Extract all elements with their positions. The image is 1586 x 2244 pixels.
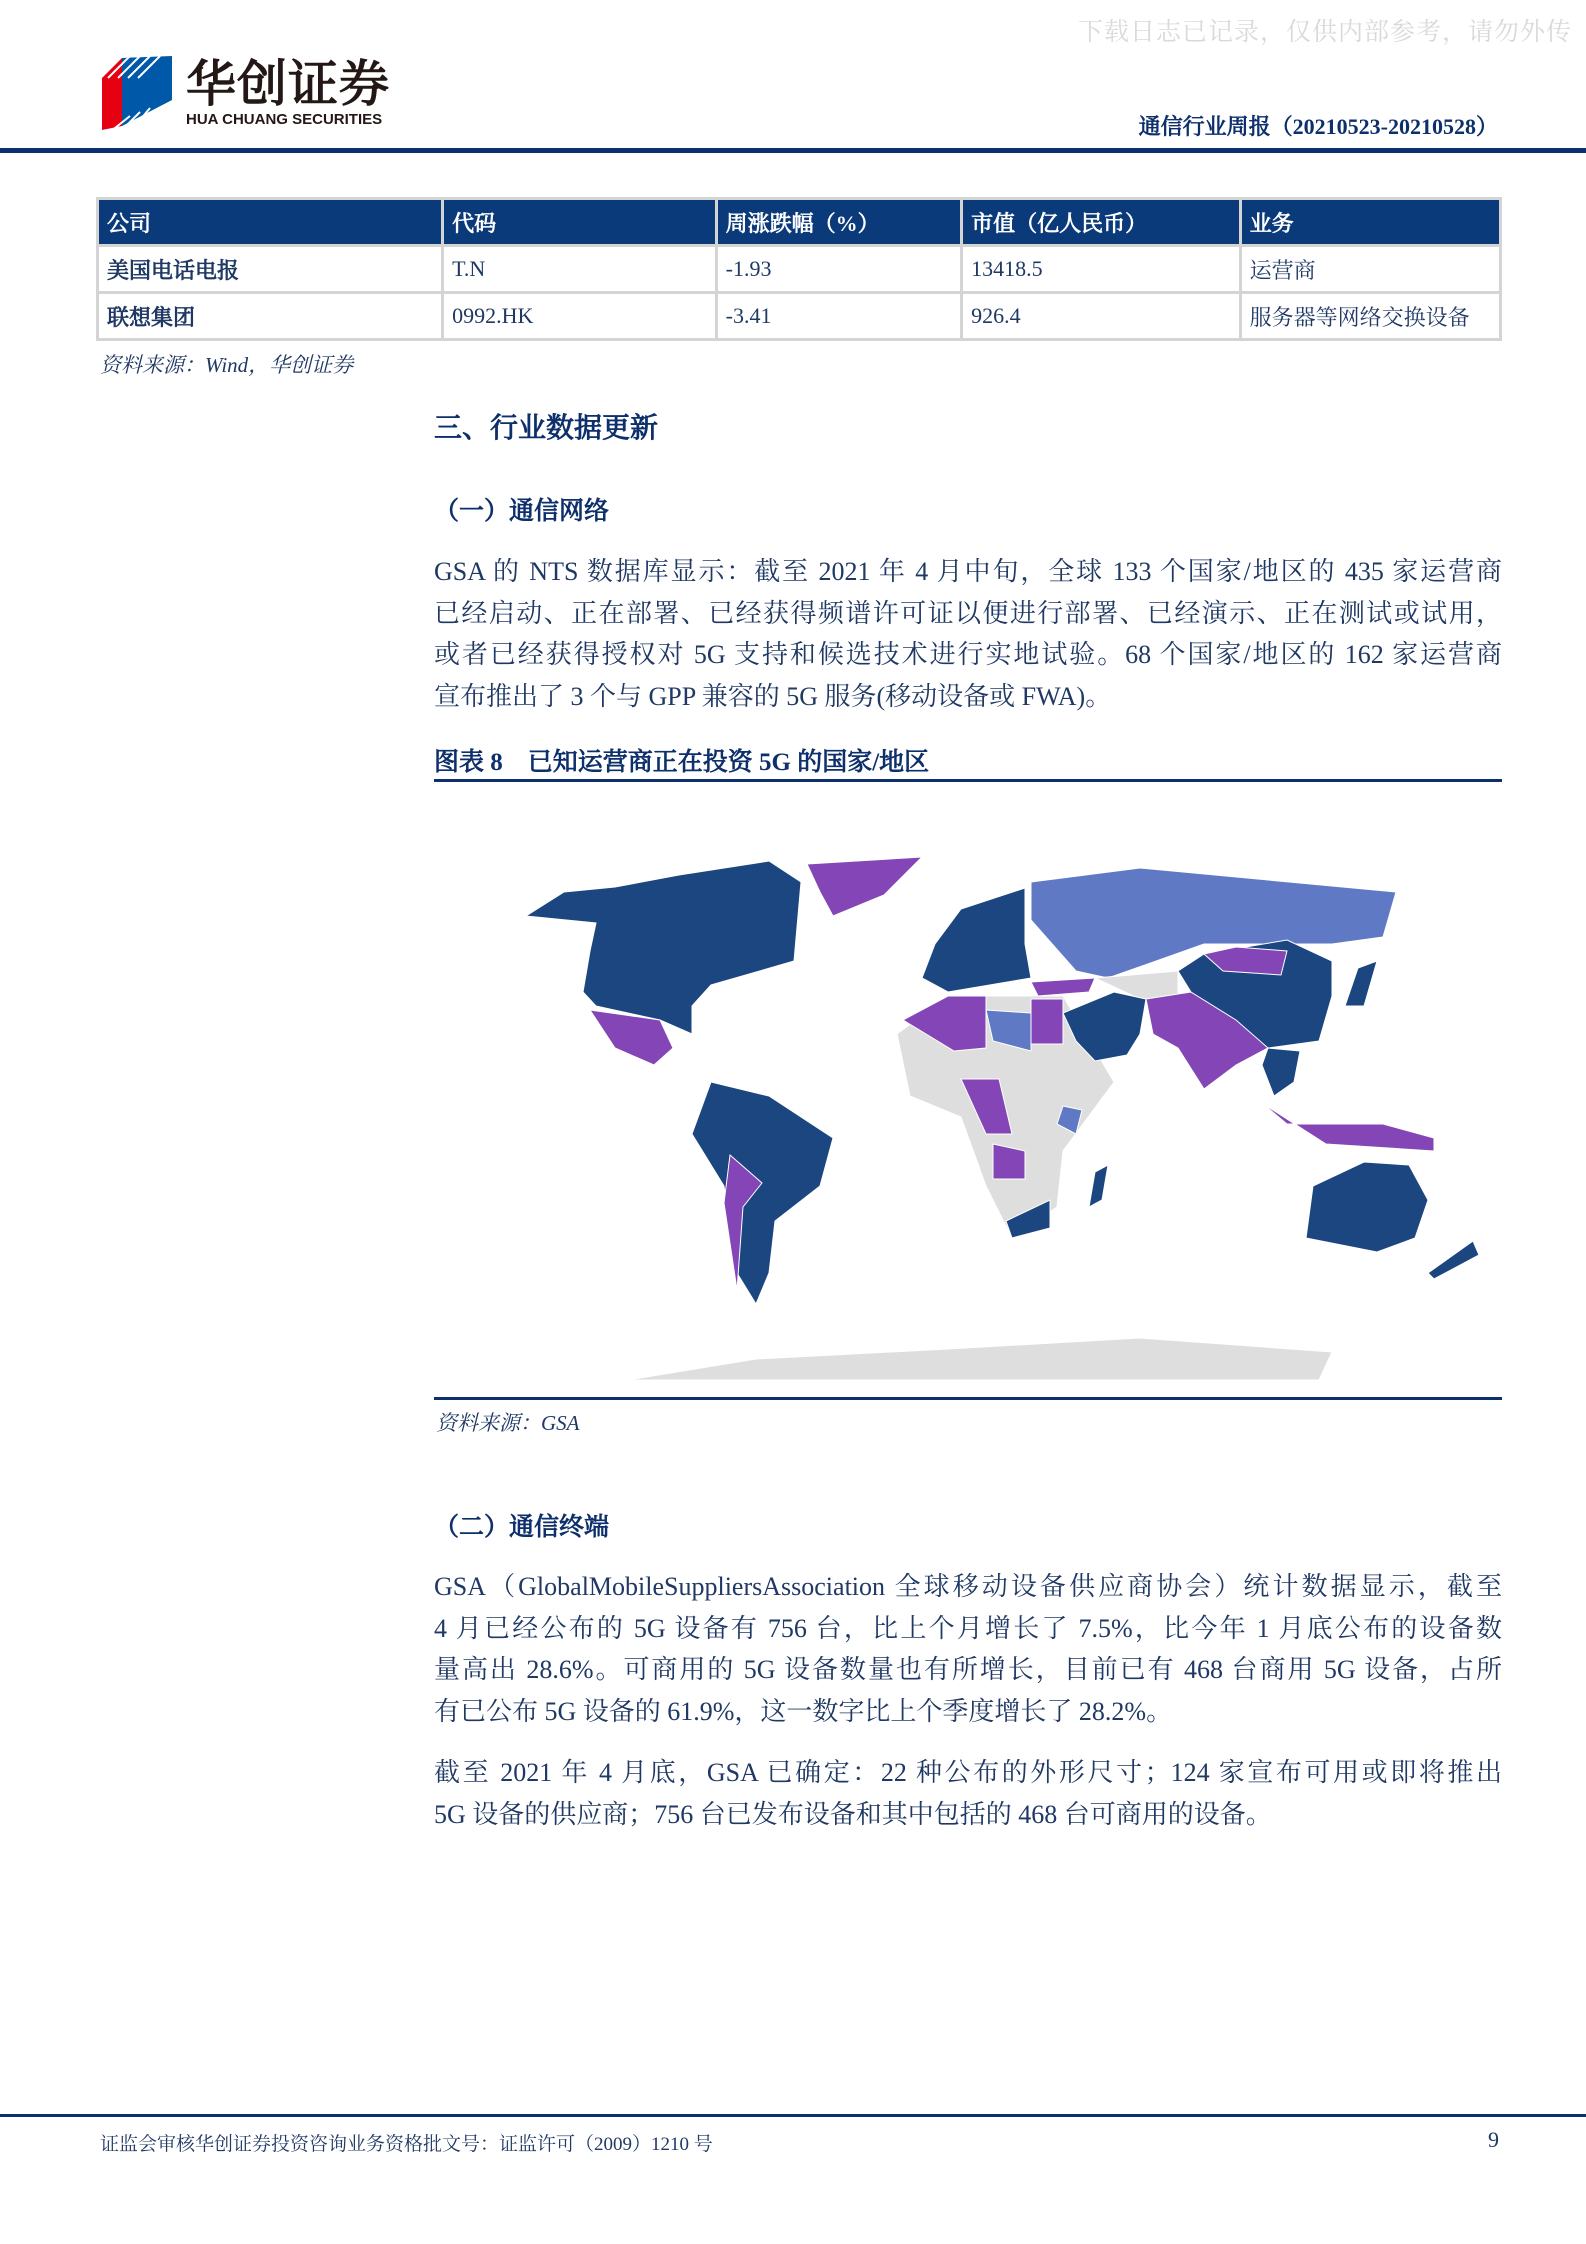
cell-market-cap: 13418.5 bbox=[962, 246, 1240, 293]
col-header-market-cap: 市值（亿人民币） bbox=[962, 199, 1240, 246]
paragraph-line: 4 月已经公布的 5G 设备有 756 台，比上个月增长了 7.5%，比今年 1 月底公布的设备数 bbox=[434, 1613, 1502, 1643]
figure-top-rule bbox=[434, 779, 1502, 782]
table-source: 资料来源：Wind，华创证券 bbox=[100, 353, 354, 377]
table-header-row bbox=[98, 199, 1501, 246]
figure-source: 资料来源：GSA bbox=[436, 1411, 580, 1435]
map-region-australia bbox=[1306, 1162, 1428, 1252]
col-header-weekly-change: 周涨跌幅（%） bbox=[716, 199, 962, 246]
subsection-title-terminal: （二）通信终端 bbox=[434, 1514, 610, 1541]
paragraph-line: 宣布推出了 3 个与 GPP 兼容的 5G 服务(移动设备或 FWA)。 bbox=[434, 681, 1112, 711]
map-region-south-america bbox=[692, 1082, 833, 1304]
logo-text-en: HUA CHUANG SECURITIES bbox=[186, 111, 383, 128]
paragraph-line: 已经启动、正在部署、已经获得频谱许可证以便进行部署、已经演示、正在测试或试用， bbox=[434, 598, 1502, 628]
figure-title: 图表 8 已知运营商正在投资 5G 的国家/地区 bbox=[434, 749, 930, 776]
footer-license: 证监会审核华创证券投资咨询业务资格批文号：证监许可（2009）1210 号 bbox=[100, 2134, 713, 2155]
paragraph-line: GSA 的 NTS 数据库显示：截至 2021 年 4 月中旬，全球 133 个国家/地区的 435 家运营商 bbox=[434, 557, 1502, 586]
network-paragraph bbox=[434, 551, 1502, 717]
cell-market-cap: 926.4 bbox=[962, 293, 1240, 340]
cell-business: 运营商 bbox=[1240, 246, 1500, 293]
paragraph-line: 截至 2021 年 4 月底，GSA 已确定：22 种公布的外形尺寸；124 家宣布可用或即将推出 bbox=[434, 1758, 1502, 1787]
paragraph-line: 或者已经获得授权对 5G 支持和候选技术进行实地试验。68 个国家/地区的 162 家运营商 bbox=[434, 640, 1502, 669]
paragraph-line: 量高出 28.6%。可商用的 5G 设备数量也有所增长，目前已有 468 台商用 5G 设备，占所 bbox=[434, 1655, 1502, 1684]
page-number: 9 bbox=[1488, 2127, 1499, 2152]
col-header-business: 业务 bbox=[1240, 199, 1500, 246]
map-region-greenland bbox=[807, 857, 922, 916]
map-region-turkey bbox=[1031, 978, 1095, 996]
paragraph-line: GSA（GlobalMobileSuppliersAssociation 全球移动设备供应商协会）统计数据显示，截至 bbox=[434, 1572, 1502, 1601]
section-title: 三、行业数据更新 bbox=[434, 413, 659, 444]
map-region-madagascar bbox=[1089, 1165, 1108, 1207]
subsection-title-network: （一）通信网络 bbox=[434, 498, 610, 525]
paragraph-line: 有已公布 5G 设备的 61.9%，这一数字比上个季度增长了 28.2%。 bbox=[434, 1696, 1173, 1726]
terminal-paragraph-2 bbox=[434, 1752, 1502, 1835]
map-region-europe bbox=[922, 888, 1031, 992]
map-region-new-zealand bbox=[1428, 1241, 1479, 1279]
footer-divider bbox=[0, 2114, 1586, 2117]
table-row bbox=[98, 246, 1501, 293]
map-region-antarctica bbox=[628, 1338, 1332, 1380]
world-map bbox=[500, 840, 1500, 1380]
cell-change: -1.93 bbox=[716, 246, 962, 293]
cell-code: 0992.HK bbox=[443, 293, 717, 340]
header-divider bbox=[0, 148, 1586, 153]
cell-code: T.N bbox=[443, 246, 717, 293]
terminal-paragraph-1 bbox=[434, 1566, 1502, 1732]
map-region-egypt bbox=[1031, 999, 1063, 1044]
logo-text-cn: 华创证券 bbox=[186, 55, 390, 113]
cell-change: -3.41 bbox=[716, 293, 962, 340]
figure-bottom-rule bbox=[434, 1397, 1502, 1400]
watermark: 下载日志已记录，仅供内部参考，请勿外传 bbox=[1077, 19, 1572, 46]
table-row bbox=[98, 293, 1501, 340]
map-region-southeast-asia bbox=[1262, 1048, 1300, 1096]
map-region-japan bbox=[1345, 961, 1377, 1006]
cell-business: 服务器等网络交换设备 bbox=[1240, 293, 1500, 340]
map-region-indonesia bbox=[1262, 1103, 1434, 1151]
cell-company: 联想集团 bbox=[98, 293, 443, 340]
report-title: 通信行业周报（20210523-20210528） bbox=[1138, 114, 1498, 139]
map-region-north-america bbox=[526, 861, 801, 1034]
stock-table bbox=[96, 197, 1502, 341]
col-header-code: 代码 bbox=[443, 199, 717, 246]
paragraph-line: 5G 设备的供应商；756 台已发布设备和其中包括的 468 台可商用的设备。 bbox=[434, 1799, 1272, 1829]
cell-company: 美国电话电报 bbox=[98, 246, 443, 293]
col-header-company: 公司 bbox=[98, 199, 443, 246]
